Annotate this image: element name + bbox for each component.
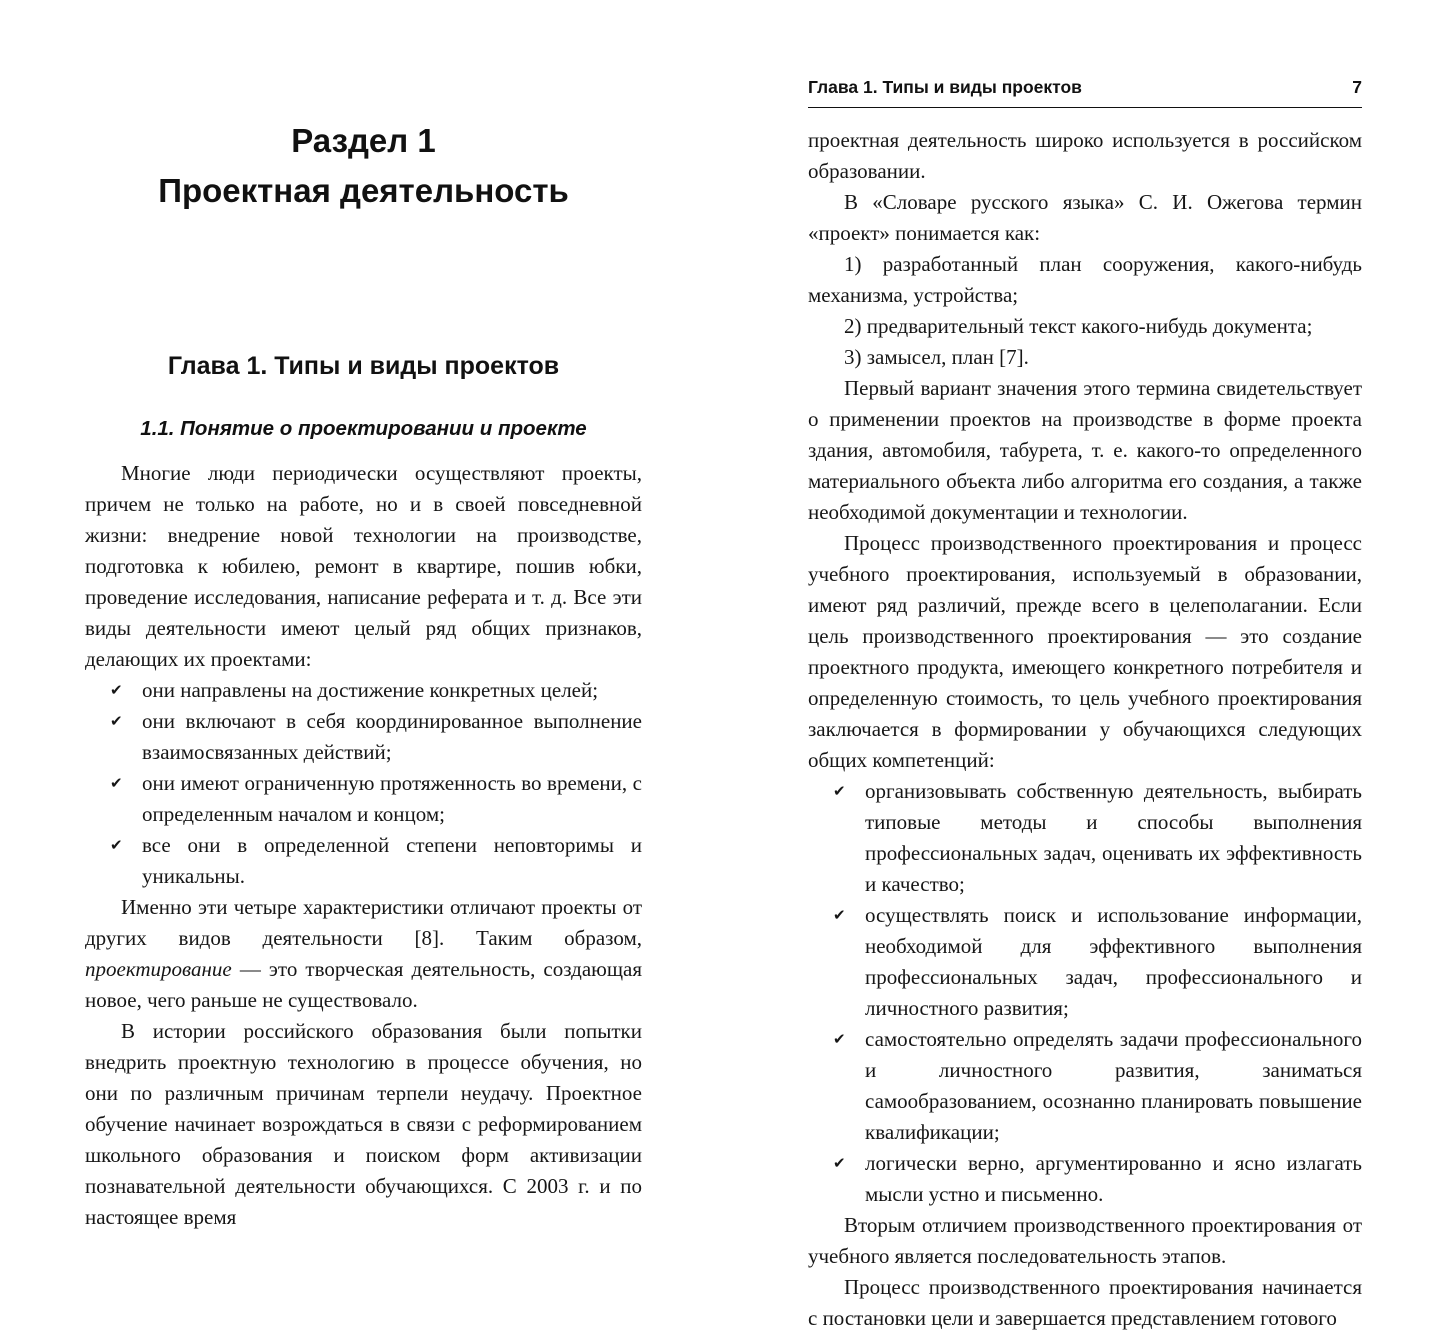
bullet-item: [85, 830, 642, 892]
bullet-item: [85, 706, 642, 768]
paragraph: Вторым отличием производственного проектирования от учебного является последовательность этапов.: [808, 1213, 1362, 1268]
bullet-item: [85, 675, 642, 706]
term-italic: проектирование: [85, 957, 232, 981]
check-bullet-icon: ✔: [110, 712, 123, 730]
check-bullet-icon: ✔: [110, 681, 123, 699]
check-bullet-icon: ✔: [833, 1154, 846, 1172]
bullet-text: они имеют ограниченную протяженность во времени, с определенным началом и концом;: [142, 771, 642, 826]
bullet-text: осуществлять поиск и использование информации, необходимой для эффективного выполнения профессиональных задач, профессионального и личностного развития;: [865, 903, 1362, 1020]
check-bullet-icon: ✔: [833, 1030, 846, 1048]
section-title: [85, 116, 642, 216]
paragraph: В истории российского образования были попытки внедрить проектную технологию в процессе обучения, но они по различным причинам терпели неудачу. Проектное обучение начинает возрождаться в связи с реформированием школьного образования и поиском форм активизации познавательной деятельности обучающихся. С 2003 г. и по настоящее время: [85, 1019, 642, 1229]
bullet-item: [85, 768, 642, 830]
paragraph: Процесс производственного проектирования начинается с постановки цели и завершается представлением готового: [808, 1275, 1362, 1330]
check-bullet-icon: ✔: [110, 774, 123, 792]
paragraph: В «Словаре русского языка» С. И. Ожегова термин «проект» понимается как:: [808, 190, 1362, 245]
bullet-text: они включают в себя координированное выполнение взаимосвязанных действий;: [142, 709, 642, 764]
running-header-title: Глава 1. Типы и виды проектов: [808, 77, 1082, 97]
paragraph-segment: Именно эти четыре характеристики отличают проекты от других видов деятельности [8]. Таким образом,: [85, 895, 642, 950]
bullet-item: [808, 776, 1362, 900]
paragraph: [85, 892, 642, 1016]
paragraph: Процесс производственного проектирования и процесс учебного проектирования, используемый в образовании, имеют ряд различий, прежде всего в целеполагании. Если цель производственного проектирования — это создание проектного продукта, имеющего конкретного потребителя и определенную стоимость, то цель учебного проектирования заключается в формировании у обучающихся следующих общих компетенций:: [808, 531, 1362, 772]
bullet-text: самостоятельно определять задачи профессионального и личностного развития, заниматься самообразованием, осознанно планировать повышение квалификации;: [865, 1027, 1362, 1144]
paragraph: проектная деятельность широко используется в российском образовании.: [808, 128, 1362, 183]
paragraph: Первый вариант значения этого термина свидетельствует о применении проектов на производстве в форме проекта здания, автомобиля, табурета, т. е. какого-то определенного материального объекта либо алгоритма его создания, а также необходимой документации и технологии.: [808, 376, 1362, 524]
numbered-item: 1) разработанный план сооружения, какого-нибудь механизма, устройства;: [808, 252, 1362, 307]
bullet-item: [808, 1024, 1362, 1148]
left-page: [85, 0, 642, 1229]
bullet-item: [808, 900, 1362, 1024]
section-title-line1: Раздел 1: [291, 122, 436, 159]
bullet-text: организовывать собственную деятельность, выбирать типовые методы и способы выполнения профессиональных задач, оценивать их эффективность и качество;: [865, 779, 1362, 896]
numbered-item: 3) замысел, план [7].: [844, 345, 1029, 369]
chapter-heading: Глава 1. Типы и виды проектов: [167, 352, 560, 380]
bullet-text: все они в определенной степени неповторимы и уникальны.: [142, 833, 642, 888]
numbered-item: 2) предварительный текст какого-нибудь документа;: [844, 314, 1313, 338]
subsection-heading: 1.1. Понятие о проектировании и проекте: [140, 417, 587, 440]
paragraph: Многие люди периодически осуществляют проекты, причем не только на работе, но и в своей повседневной жизни: внедрение новой технологии на производстве, подготовка к юбилею, ремонт в квартире, пошив юбки, проведение исследования, написание реферата и т. д. Все эти виды деятельности имеют целый ряд общих признаков, делающих их проектами:: [85, 461, 642, 671]
bullet-text: они направлены на достижение конкретных целей;: [142, 678, 599, 702]
check-bullet-icon: ✔: [833, 782, 846, 800]
page-number: 7: [1352, 77, 1362, 97]
right-page: [808, 0, 1362, 1330]
running-header: [808, 76, 1362, 108]
bullet-item: [808, 1148, 1362, 1210]
check-bullet-icon: ✔: [833, 906, 846, 924]
paragraph-segment: — это творческая деятельность, создающая новое, чего раньше не существовало.: [85, 957, 642, 1012]
section-title-line2: Проектная деятельность: [158, 172, 569, 209]
check-bullet-icon: ✔: [110, 836, 123, 854]
bullet-text: логически верно, аргументированно и ясно излагать мысли устно и письменно.: [865, 1151, 1362, 1206]
